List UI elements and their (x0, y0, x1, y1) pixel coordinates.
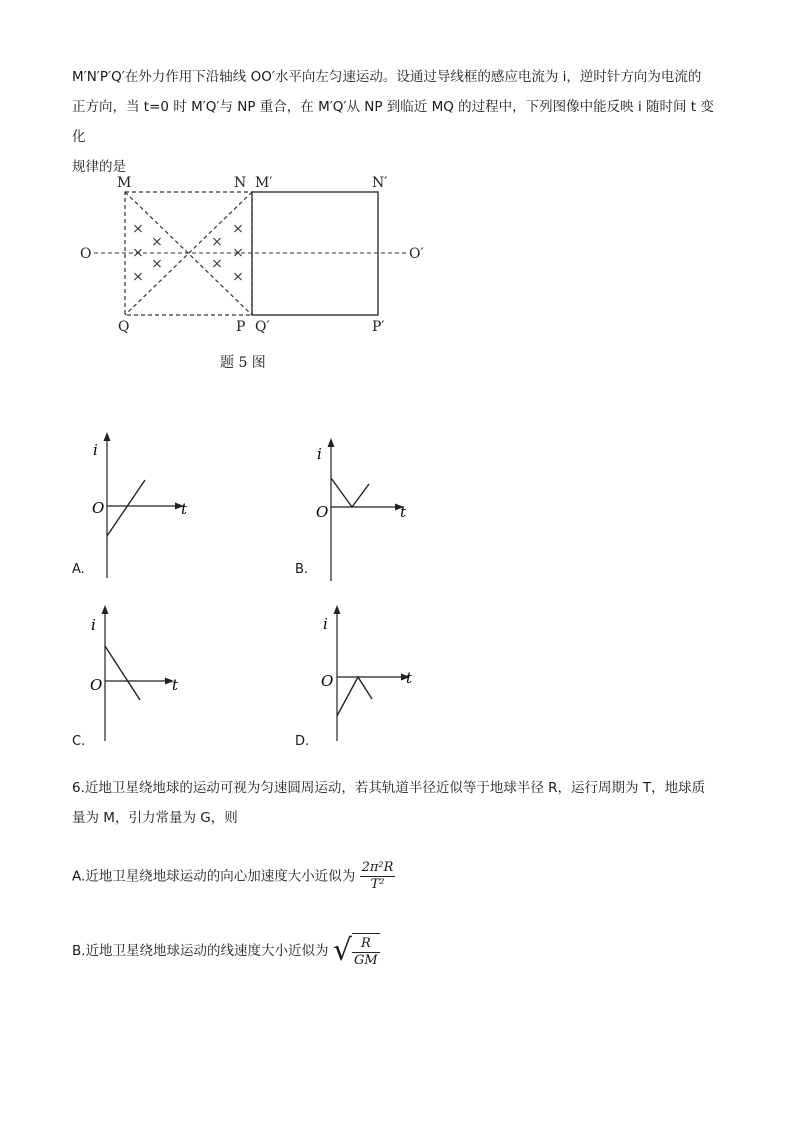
q5-figure (72, 168, 442, 373)
cross-mark: × (232, 245, 244, 261)
axis-label-i: i (93, 441, 98, 459)
origin-label: O (321, 672, 334, 690)
q5-stem-line1: M′N′P′Q′在外力作用下沿轴线 OO′水平向左匀速运动。设通过导线框的感应电流为 i，逆时针方向为电流的 (72, 69, 702, 85)
label-p: P (236, 319, 246, 335)
axis-label-t: t (172, 676, 179, 694)
q5-stem-line2: 正方向，当 t=0 时 M′Q′与 NP 重合，在 M′Q′从 NP 到临近 MQ 的过程中，下列图像中能反映 i 随时间 t 变化 (72, 99, 714, 145)
q6-option-b-formula (333, 933, 380, 969)
graph-d (318, 603, 428, 743)
q6-stem-line2: 量为 M，引力常量为 G，则 (72, 810, 238, 826)
label-m: M (117, 175, 132, 191)
label-p-prime: P′ (372, 319, 385, 335)
label-o-prime: O′ (409, 246, 424, 262)
axis-label-i: i (317, 445, 322, 463)
label-m-prime: M′ (255, 175, 273, 191)
cross-mark: × (232, 221, 244, 237)
q6-option-a-text: A.近地卫星绕地球运动的向心加速度大小近似为 (72, 868, 356, 885)
option-d-label: D. (295, 734, 310, 749)
label-o: O (80, 246, 92, 262)
cross-mark: × (151, 256, 163, 272)
cross-mark: × (211, 234, 223, 250)
formula-denominator: T² (370, 877, 385, 892)
label-n: N (234, 175, 247, 191)
label-n-prime: N′ (372, 175, 388, 191)
q6-option-b (72, 933, 380, 969)
axis-label-t: t (400, 503, 407, 521)
origin-label: O (90, 676, 103, 694)
formula-numerator: 2π²R (361, 860, 394, 875)
cross-mark: × (211, 256, 223, 272)
cross-mark: × (232, 269, 244, 285)
option-a-label: A. (72, 562, 85, 577)
option-c-label: C. (72, 734, 86, 749)
cross-mark: × (151, 234, 163, 250)
axis-label-i: i (91, 616, 96, 634)
sqrt-icon: √ (332, 933, 352, 968)
cross-mark: × (132, 269, 144, 285)
axis-label-i: i (323, 615, 328, 633)
formula-denominator: GM (353, 953, 378, 968)
label-q-prime: Q′ (255, 319, 270, 335)
figure-caption: 题 5 图 (220, 355, 266, 371)
origin-label: O (316, 503, 329, 521)
formula-numerator: R (352, 936, 380, 953)
current-line (331, 478, 369, 507)
current-line (107, 480, 145, 536)
axis-label-t: t (181, 500, 188, 518)
label-q: Q (118, 319, 130, 335)
q5-stem (72, 62, 727, 182)
q6-stem-line1: 6.近地卫星绕地球的运动可视为匀速圆周运动，若其轨道半径近似等于地球半径 R，运行周期为 T，地球质 (72, 780, 706, 796)
q5-stem-line3: 规律的是 (72, 159, 126, 175)
current-line (105, 646, 140, 700)
cross-mark: × (132, 245, 144, 261)
q6-option-a-formula (360, 860, 396, 893)
origin-label: O (92, 499, 105, 517)
graph-a (88, 430, 198, 580)
q6-option-a (72, 860, 395, 893)
current-line (337, 677, 372, 716)
cross-mark: × (132, 221, 144, 237)
graph-b (312, 436, 422, 586)
axis-label-t: t (406, 669, 413, 687)
q6-stem (72, 773, 727, 833)
q6-option-b-text: B.近地卫星绕地球运动的线速度大小近似为 (72, 943, 329, 959)
option-b-label: B. (295, 562, 309, 577)
graph-c (88, 603, 198, 743)
